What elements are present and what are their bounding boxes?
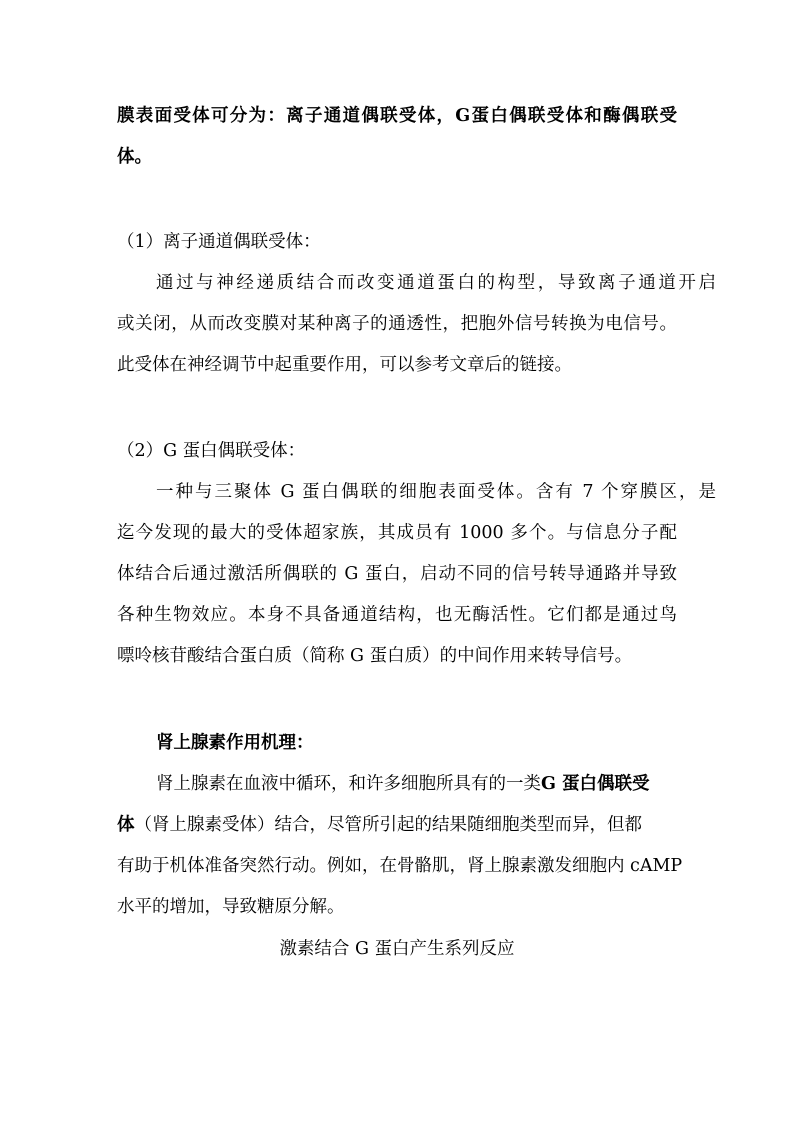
intro-line-1: 膜表面受体可分为：离子通道偶联受体，G蛋白偶联受体和酶偶联受 — [117, 106, 677, 126]
emphasis-text: 体 — [117, 815, 135, 835]
paragraph-line-mixed — [117, 813, 677, 837]
paragraph-line: 或关闭，从而改变膜对某种离子的通透性，把胞外信号转换为电信号。 — [117, 314, 677, 334]
paragraph-line: 此受体在神经调节中起重要作用，可以参考文章后的链接。 — [117, 355, 572, 375]
section-heading-ion-channel: （1）离子通道偶联受体： — [117, 232, 321, 252]
emphasis-text: G 蛋白偶联受 — [541, 774, 650, 794]
paragraph-text: （肾上腺素受体）结合，尽管所引起的结果随细胞类型而异，但都 — [134, 815, 642, 835]
paragraph-line: 有助于机体准备突然行动。例如，在骨骼肌，肾上腺素激发细胞内 cAMP — [117, 856, 683, 876]
paragraph-line: 体结合后通过激活所偶联的 G 蛋白，启动不同的信号转导通路并导致 — [117, 564, 677, 584]
paragraph-text: 肾上腺素在血液中循环，和许多细胞所具有的一类 — [156, 774, 541, 794]
paragraph-line: 通过与神经递质结合而改变通道蛋白的构型，导致离子通道开启 — [156, 273, 716, 293]
intro-line-2: 体。 — [117, 147, 152, 167]
paragraph-line: 各种生物效应。本身不具备通道结构，也无酶活性。它们都是通过鸟 — [117, 605, 677, 625]
section-heading-g-protein: （2）G 蛋白偶联受体： — [117, 441, 306, 461]
section-heading-adrenaline: 肾上腺素作用机理： — [156, 733, 314, 753]
paragraph-line: 嘌呤核苷酸结合蛋白质（简称 G 蛋白质）的中间作用来转导信号。 — [117, 646, 633, 666]
paragraph-line: 迄今发现的最大的受体超家族，其成员有 1000 多个。与信息分子配 — [117, 523, 677, 543]
paragraph-line-mixed — [117, 772, 716, 796]
paragraph-line: 水平的增加，导致糖原分解。 — [117, 897, 345, 917]
figure-caption: 激素结合 G 蛋白产生系列反应 — [279, 939, 515, 959]
paragraph-line: 一种与三聚体 G 蛋白偶联的细胞表面受体。含有 7 个穿膜区，是 — [156, 482, 716, 502]
